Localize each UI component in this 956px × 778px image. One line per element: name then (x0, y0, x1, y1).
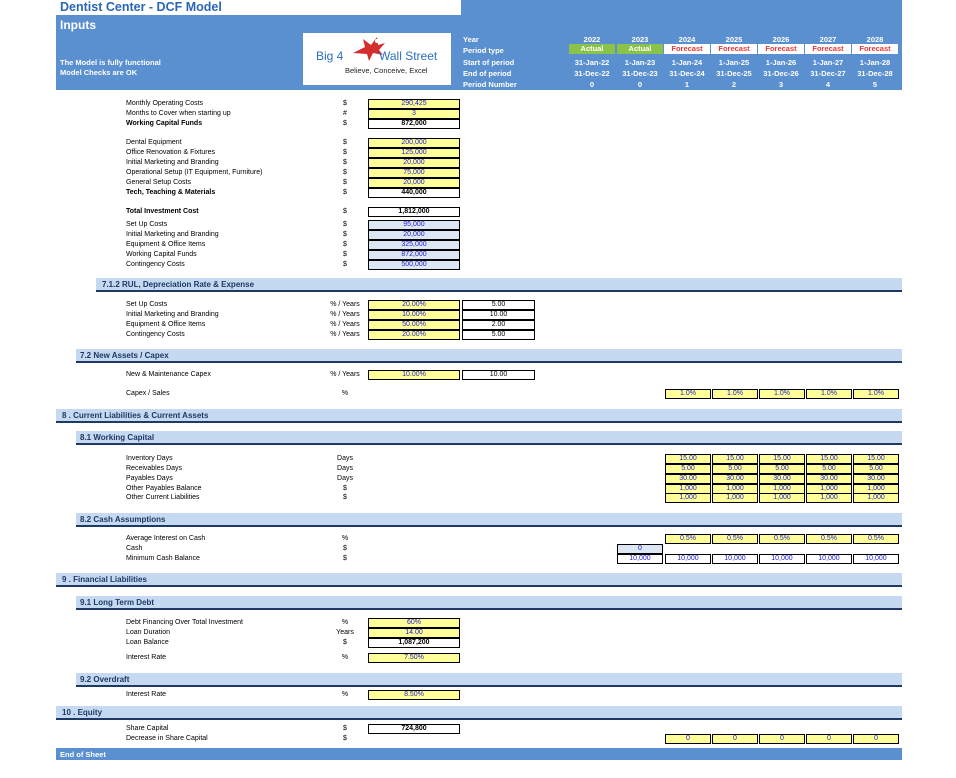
wc-row-label: Inventory Days (126, 455, 173, 462)
capex-maint-years-value[interactable]: 10.00 (462, 370, 535, 380)
period-number-cell: 0 (637, 80, 643, 89)
row-unit: $ (343, 100, 347, 107)
section-bar-cash (76, 513, 902, 525)
wc-input-cell[interactable]: 15.00 (806, 454, 852, 464)
row-unit: $ (343, 189, 347, 196)
rul-row-unit: % / Years (330, 331, 360, 338)
input-cell[interactable]: 290,425 (368, 99, 460, 109)
end-date-cell: 31-Dec-27 (810, 69, 846, 78)
row-label: Set Up Costs (126, 221, 168, 228)
period-number-cell: 1 (684, 80, 690, 89)
section-underline (56, 718, 902, 720)
period-number-cell: 2 (731, 80, 737, 89)
period-type-cell: Forecast (805, 44, 851, 54)
ltd-row-unit: % (341, 619, 349, 626)
row-label: Office Renovation & Fixtures (126, 149, 215, 156)
year-cell: 2026 (772, 35, 790, 44)
equity-section-title: 10 . Equity (62, 708, 103, 717)
start-date-cell: 1-Jan-24 (671, 58, 703, 67)
wc-input-cell[interactable]: 1,000 (853, 484, 899, 494)
wc-row-unit: $ (343, 494, 347, 501)
decrease-share-capital-input[interactable]: 0 (712, 734, 758, 744)
avg-interest-cash-input[interactable]: 0.5% (665, 534, 711, 544)
period-type-cell: Forecast (852, 44, 898, 54)
input-cell[interactable]: 75,000 (368, 168, 460, 178)
row-unit: $ (343, 179, 347, 186)
avg-interest-cash-label: Average Interest on Cash (126, 535, 206, 542)
end-date-cell: 31-Dec-28 (857, 69, 893, 78)
min-cash-value[interactable]: 10,000 (712, 554, 758, 564)
year-cell: 2023 (631, 35, 649, 44)
input-cell[interactable]: 200,000 (368, 138, 460, 148)
current-section-title: 8 . Current Liabilities & Current Assets (62, 411, 209, 420)
row-label: Working Capital Funds (126, 120, 203, 127)
year-label: Year (463, 35, 479, 44)
wc-row-label: Other Payables Balance (126, 485, 202, 492)
logo-text-right: Wall Street (379, 49, 438, 63)
section-underline (76, 525, 902, 527)
od-interest-unit: % (341, 691, 349, 698)
model-functional-status: The Model is fully functional (60, 58, 161, 67)
section-bar-financial (56, 573, 902, 585)
min-cash-unit: $ (343, 555, 347, 562)
logo-text-left: Big 4 (316, 49, 344, 63)
section-underline (96, 290, 902, 292)
ltd-row-label: Loan Balance (126, 639, 169, 646)
row-unit: $ (343, 251, 347, 258)
cash-label: Cash (126, 545, 143, 552)
rul-row-label: Set Up Costs (126, 301, 168, 308)
ltd-input[interactable]: 14.00 (368, 628, 460, 638)
period-type-cell: Actual (569, 44, 615, 54)
rul-years-value[interactable]: 10.00 (462, 310, 535, 320)
capex-sales-label: Capex / Sales (126, 390, 170, 397)
input-cell[interactable]: 872,000 (368, 250, 460, 260)
wc-input-cell[interactable]: 5.00 (665, 464, 711, 474)
row-label: Contingency Costs (126, 261, 185, 268)
rul-rate-input[interactable]: 20.00% (368, 300, 460, 310)
financial-section-title: 9 . Financial Liabilities (62, 575, 147, 584)
period-number-cell: 5 (872, 80, 878, 89)
row-label: Initial Marketing and Branding (126, 159, 219, 166)
wc-input-cell[interactable]: 15.00 (665, 454, 711, 464)
working-capital-section-title: 8.1 Working Capital (80, 433, 155, 442)
period-number-cell: 3 (778, 80, 784, 89)
share-capital-value[interactable]: 724,800 (368, 724, 460, 734)
wc-input-cell[interactable]: 30.00 (759, 474, 805, 484)
end-date-cell: 31-Dec-26 (763, 69, 799, 78)
section-bar-working-capital (76, 431, 902, 443)
wc-input-cell[interactable]: 5.00 (853, 464, 899, 474)
wc-input-cell[interactable]: 1,000 (712, 484, 758, 494)
rul-years-value[interactable]: 5.00 (462, 300, 535, 310)
capex-sales-input[interactable]: 1.0% (759, 389, 805, 399)
rul-rate-input[interactable]: 20.00% (368, 330, 460, 340)
min-cash-value[interactable]: 10,000 (853, 554, 899, 564)
cash-unit: $ (343, 545, 347, 552)
section-bar-rul (96, 278, 902, 290)
wc-input-cell[interactable]: 30.00 (712, 474, 758, 484)
ltd-row-unit: $ (343, 639, 347, 646)
period-type-cell: Forecast (664, 44, 710, 54)
ltd-section-title: 9.1 Long Term Debt (80, 598, 155, 607)
row-label: Working Capital Funds (126, 251, 197, 258)
wc-input-cell[interactable]: 1,000 (759, 484, 805, 494)
row-unit: $ (343, 231, 347, 238)
section-bar-ltd (76, 596, 902, 608)
total-investment-label: Total Investment Cost (126, 208, 199, 215)
period-type-cell: Forecast (711, 44, 757, 54)
min-cash-value[interactable]: 10,000 (806, 554, 852, 564)
decrease-share-capital-unit: $ (343, 735, 347, 742)
capex-sales-input[interactable]: 1.0% (806, 389, 852, 399)
section-underline (76, 443, 902, 445)
end-of-sheet-label: End of Sheet (60, 750, 106, 759)
capex-sales-unit: % (341, 390, 349, 397)
wc-row-unit: Days (337, 455, 353, 462)
min-cash-value[interactable]: 10,000 (665, 554, 711, 564)
share-capital-unit: $ (343, 725, 347, 732)
section-underline (76, 685, 902, 687)
section-underline (56, 421, 902, 423)
row-label: Dental Equipment (126, 139, 182, 146)
model-checks-status: Model Checks are OK (60, 68, 138, 77)
model-title: Dentist Center - DCF Model (60, 0, 222, 14)
capex-maint-label: New & Maintenance Capex (126, 371, 211, 378)
section-underline (76, 608, 902, 610)
avg-interest-cash-input[interactable]: 0.5% (712, 534, 758, 544)
wc-row-label: Payables Days (126, 475, 173, 482)
input-cell[interactable]: 125,000 (368, 148, 460, 158)
wc-input-cell[interactable]: 1,000 (665, 493, 711, 503)
period-number-label: Period Number (463, 80, 517, 89)
total-value[interactable]: 440,000 (368, 188, 460, 198)
row-unit: $ (343, 221, 347, 228)
year-cell: 2027 (819, 35, 837, 44)
wc-row-unit: $ (343, 485, 347, 492)
section-bar-overdraft (76, 673, 902, 685)
od-interest-input[interactable]: 8.50% (368, 690, 460, 700)
capex-section-title: 7.2 New Assets / Capex (80, 351, 169, 360)
start-date-cell: 31-Jan-22 (574, 58, 610, 67)
wc-row-unit: Days (337, 475, 353, 482)
min-cash-2023-value[interactable]: 10,000 (617, 554, 663, 564)
rul-row-label: Initial Marketing and Branding (126, 311, 219, 318)
avg-interest-cash-unit: % (341, 535, 349, 542)
rul-years-value[interactable]: 5.00 (462, 330, 535, 340)
overdraft-section-title: 9.2 Overdraft (80, 675, 130, 684)
total-value[interactable]: 872,000 (368, 119, 460, 129)
wc-input-cell[interactable]: 5.00 (712, 464, 758, 474)
min-cash-label: Minimum Cash Balance (126, 555, 200, 562)
input-cell[interactable]: 500,000 (368, 260, 460, 270)
end-of-period-label: End of period (463, 69, 512, 78)
wc-input-cell[interactable]: 1,000 (712, 493, 758, 503)
decrease-share-capital-label: Decrease in Share Capital (126, 735, 208, 742)
wc-input-cell[interactable]: 15.00 (853, 454, 899, 464)
start-date-cell: 1-Jan-27 (812, 58, 844, 67)
row-unit: # (343, 110, 347, 117)
period-type-cell: Actual (617, 44, 663, 54)
ltd-row-unit: Years (336, 629, 354, 636)
input-cell[interactable]: 325,000 (368, 240, 460, 250)
rul-rate-input[interactable]: 50.00% (368, 320, 460, 330)
input-cell[interactable]: 20,000 (368, 230, 460, 240)
rul-years-value[interactable]: 2.00 (462, 320, 535, 330)
capex-sales-input[interactable]: 1.0% (665, 389, 711, 399)
decrease-share-capital-input[interactable]: 0 (806, 734, 852, 744)
end-date-cell: 31-Dec-22 (574, 69, 610, 78)
rul-row-label: Contingency Costs (126, 331, 185, 338)
ltd-row-label: Loan Duration (126, 629, 170, 636)
wc-input-cell[interactable]: 30.00 (665, 474, 711, 484)
wc-input-cell[interactable]: 5.00 (806, 464, 852, 474)
wc-input-cell[interactable]: 30.00 (806, 474, 852, 484)
input-cell[interactable]: 3 (368, 109, 460, 119)
avg-interest-cash-input[interactable]: 0.5% (853, 534, 899, 544)
decrease-share-capital-input[interactable]: 0 (665, 734, 711, 744)
wc-input-cell[interactable]: 30.00 (853, 474, 899, 484)
wc-input-cell[interactable]: 1,000 (665, 484, 711, 494)
row-label: Initial Marketing and Branding (126, 231, 219, 238)
ltd-input[interactable]: 60% (368, 618, 460, 628)
row-unit: $ (343, 241, 347, 248)
wc-input-cell[interactable]: 1,000 (806, 493, 852, 503)
wc-input-cell[interactable]: 1,000 (853, 493, 899, 503)
row-unit: $ (343, 169, 347, 176)
avg-interest-cash-input[interactable]: 0.5% (806, 534, 852, 544)
share-capital-label: Share Capital (126, 725, 169, 732)
wc-row-label: Receivables Days (126, 465, 183, 472)
avg-interest-cash-input[interactable]: 0.5% (759, 534, 805, 544)
loan-balance-value[interactable]: 1,087,200 (368, 638, 460, 648)
end-of-sheet-bar (56, 748, 902, 760)
wc-row-unit: Days (337, 465, 353, 472)
title-band (56, 0, 461, 15)
rul-row-unit: % / Years (330, 321, 360, 328)
rul-row-label: Equipment & Office Items (126, 321, 206, 328)
end-date-cell: 31-Dec-24 (669, 69, 705, 78)
row-label: General Setup Costs (126, 179, 191, 186)
inputs-title: Inputs (60, 18, 96, 32)
rul-row-unit: % / Years (330, 311, 360, 318)
capex-sales-input[interactable]: 1.0% (712, 389, 758, 399)
year-cell: 2022 (583, 35, 601, 44)
period-type-cell: Forecast (758, 44, 804, 54)
section-underline (76, 361, 902, 363)
row-label: Operational Setup (IT Equipment, Furniture) (126, 169, 263, 176)
section-bar-capex (76, 349, 902, 361)
logo-tagline: Believe, Conceive, Excel (345, 66, 428, 75)
wc-row-label: Other Current Liabilities (126, 494, 200, 501)
capex-sales-input[interactable]: 1.0% (853, 389, 899, 399)
wc-input-cell[interactable]: 5.00 (759, 464, 805, 474)
cash-2023-input[interactable]: 0 (617, 544, 663, 554)
row-unit: $ (343, 159, 347, 166)
ltd-interest-unit: % (341, 654, 349, 661)
total-investment-unit: $ (343, 208, 347, 215)
ltd-interest-input[interactable]: 7.50% (368, 653, 460, 663)
period-number-cell: 0 (589, 80, 595, 89)
company-logo (303, 33, 451, 85)
row-label: Months to Cover when starting up (126, 110, 231, 117)
wc-input-cell[interactable]: 15.00 (712, 454, 758, 464)
decrease-share-capital-input[interactable]: 0 (853, 734, 899, 744)
start-date-cell: 1-Jan-26 (765, 58, 797, 67)
od-interest-label: Interest Rate (126, 691, 167, 698)
input-cell[interactable]: 20,000 (368, 178, 460, 188)
year-cell: 2028 (866, 35, 884, 44)
capex-maint-unit: % / Years (330, 371, 360, 378)
section-bar-equity (56, 706, 902, 718)
sheet-header (56, 0, 902, 90)
year-cell: 2024 (678, 35, 696, 44)
wc-input-cell[interactable]: 15.00 (759, 454, 805, 464)
decrease-share-capital-input[interactable]: 0 (759, 734, 805, 744)
ltd-interest-label: Interest Rate (126, 654, 167, 661)
section-bar-current (56, 409, 902, 421)
input-cell[interactable]: 20,000 (368, 158, 460, 168)
wc-input-cell[interactable]: 1,000 (759, 493, 805, 503)
capex-maint-rate-input[interactable]: 10.00% (368, 370, 460, 380)
rul-row-unit: % / Years (330, 301, 360, 308)
wc-input-cell[interactable]: 1,000 (806, 484, 852, 494)
row-unit: $ (343, 139, 347, 146)
section-underline (56, 585, 902, 587)
input-cell[interactable]: 95,000 (368, 220, 460, 230)
min-cash-value[interactable]: 10,000 (759, 554, 805, 564)
rul-rate-input[interactable]: 10.00% (368, 310, 460, 320)
start-date-cell: 1-Jan-25 (718, 58, 750, 67)
start-of-period-label: Start of period (463, 58, 515, 67)
start-date-cell: 1-Jan-23 (624, 58, 656, 67)
ltd-row-label: Debt Financing Over Total Investment (126, 619, 243, 626)
end-date-cell: 31-Dec-23 (622, 69, 658, 78)
rul-section-title: 7.1.2 RUL, Depreciation Rate & Expense (102, 280, 255, 289)
row-unit: $ (343, 149, 347, 156)
cash-section-title: 8.2 Cash Assumptions (80, 515, 166, 524)
period-number-cell: 4 (825, 80, 831, 89)
row-unit: $ (343, 261, 347, 268)
start-date-cell: 1-Jan-28 (859, 58, 891, 67)
row-label: Tech, Teaching & Materials (126, 189, 216, 196)
total-investment-value[interactable]: 1,812,000 (368, 207, 460, 217)
row-label: Equipment & Office Items (126, 241, 206, 248)
year-cell: 2025 (725, 35, 743, 44)
period-type-label: Period type (463, 46, 504, 55)
end-date-cell: 31-Dec-25 (716, 69, 752, 78)
row-label: Monthly Operating Costs (126, 100, 204, 107)
row-unit: $ (343, 120, 347, 127)
